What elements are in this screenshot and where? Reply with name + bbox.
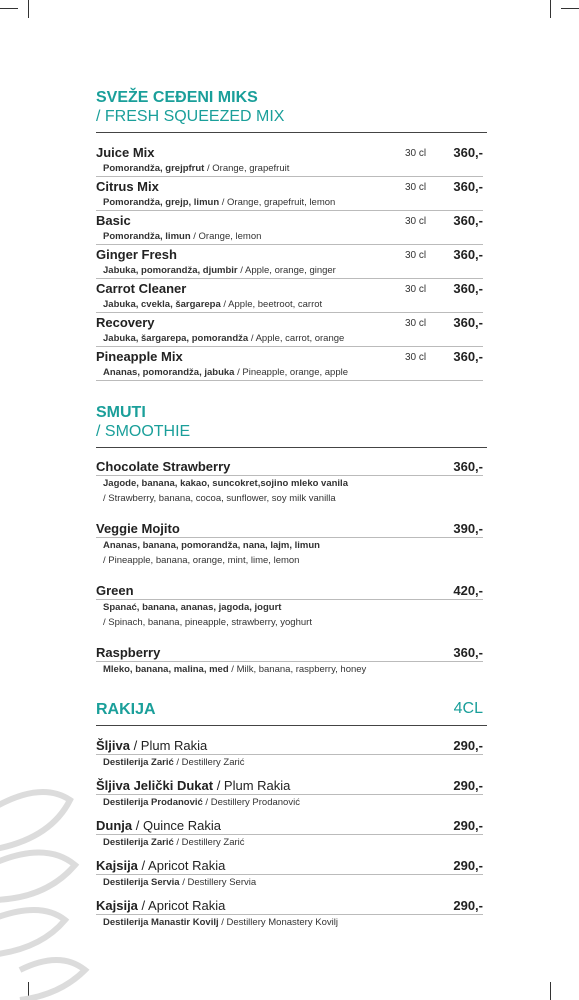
item-underline	[96, 599, 483, 600]
menu-item-description	[103, 265, 336, 276]
item-underline	[96, 244, 483, 245]
description-english: / Apple, beetroot, carrot	[220, 299, 323, 310]
menu-item-name: Basic	[96, 213, 131, 228]
smoothie-section-header	[96, 403, 483, 441]
menu-item-description	[103, 837, 245, 848]
menu-item-description-english: / Strawberry, banana, cocoa, sunflower, soy milk vanilla	[103, 493, 336, 504]
menu-item-description	[103, 877, 256, 888]
description-local: Pomorandža, limun	[103, 231, 191, 242]
item-underline	[96, 278, 483, 279]
name-local: Kajsija	[96, 898, 138, 913]
description-local: Destilerija Zarić	[103, 837, 174, 848]
name-english: / Plum Rakia	[213, 778, 291, 793]
menu-item-price: 390,-	[453, 521, 483, 536]
section-title: SVEŽE CEĐENI MIKS	[96, 89, 258, 106]
item-underline	[96, 834, 483, 835]
menu-item-price: 290,-	[453, 858, 483, 873]
description-local: Destilerija Manastir Kovilj	[103, 917, 219, 928]
item-underline	[96, 312, 483, 313]
menu-item-description-english: / Spinach, banana, pineapple, strawberry, yoghurt	[103, 617, 312, 628]
menu-item-price: 360,-	[453, 213, 483, 228]
menu-item-price: 290,-	[453, 818, 483, 833]
menu-item-name	[96, 778, 290, 793]
description-local: Jabuka, pomorandža, djumbir	[103, 265, 238, 276]
description-english: / Milk, banana, raspberry, honey	[228, 664, 367, 675]
menu-item-price: 360,-	[453, 281, 483, 296]
menu-item-price: 360,-	[453, 145, 483, 160]
rakija-section-header	[96, 700, 483, 719]
description-local: Destilerija Prodanović	[103, 797, 203, 808]
menu-item-name	[96, 898, 225, 913]
item-underline	[96, 176, 483, 177]
menu-item-name	[96, 818, 221, 833]
menu-item-name: Pineapple Mix	[96, 349, 183, 364]
menu-item-price: 290,-	[453, 898, 483, 913]
description-english: / Destillery Servia	[179, 877, 257, 888]
leaf-watermark-icon	[0, 770, 90, 1000]
menu-item-price: 360,-	[453, 179, 483, 194]
menu-item-description	[103, 757, 245, 768]
item-underline	[96, 914, 483, 915]
description-local: Mleko, banana, malina, med	[103, 664, 229, 675]
description-local: Destilerija Servia	[103, 877, 180, 888]
menu-item-price: 360,-	[453, 247, 483, 262]
menu-item-volume: 30 cl	[405, 148, 427, 159]
menu-item-description-local: Spanać, banana, ananas, jagoda, jogurt	[103, 602, 282, 613]
section-title: SMUTI	[96, 404, 146, 421]
crop-mark	[550, 982, 551, 1000]
description-english: / Orange, grapefruit	[204, 163, 290, 174]
menu-item-description	[103, 797, 300, 808]
name-local: Kajsija	[96, 858, 138, 873]
item-underline	[96, 537, 483, 538]
menu-item-volume: 30 cl	[405, 352, 427, 363]
description-local: Destilerija Zarić	[103, 757, 174, 768]
menu-item-price: 290,-	[453, 738, 483, 753]
menu-item-description-local: Jagode, banana, kakao, suncokret,sojino mleko vanila	[103, 478, 348, 489]
menu-item-name: Green	[96, 583, 134, 598]
description-english: / Pineapple, orange, apple	[234, 367, 349, 378]
section-divider	[96, 725, 487, 726]
description-english: / Orange, lemon	[190, 231, 262, 242]
menu-item-name	[96, 858, 225, 873]
menu-item-name: Citrus Mix	[96, 179, 159, 194]
menu-item-name: Carrot Cleaner	[96, 281, 187, 296]
name-local: Dunja	[96, 818, 133, 833]
menu-item-name: Raspberry	[96, 645, 161, 660]
menu-item-volume: 30 cl	[405, 318, 427, 329]
menu-item-volume: 30 cl	[405, 284, 427, 295]
menu-item-price: 360,-	[453, 459, 483, 474]
menu-item-description	[103, 299, 322, 310]
item-underline	[96, 661, 483, 662]
name-english: / Quince Rakia	[132, 818, 221, 833]
name-english: / Apricot Rakia	[137, 898, 226, 913]
menu-item-volume: 30 cl	[405, 216, 427, 227]
description-english: / Apple, orange, ginger	[237, 265, 336, 276]
name-local: Šljiva	[96, 738, 130, 753]
menu-item-description-local: Ananas, banana, pomorandža, nana, lajm, limun	[103, 540, 320, 551]
menu-item-name: Chocolate Strawberry	[96, 459, 231, 474]
item-underline	[96, 475, 483, 476]
item-underline	[96, 346, 483, 347]
section-title: RAKIJA	[96, 701, 156, 718]
item-underline	[96, 874, 483, 875]
item-underline	[96, 210, 483, 211]
section-subtitle: / FRESH SQUEEZED MIX	[96, 108, 285, 125]
description-local: Jabuka, cvekla, šargarepa	[103, 299, 221, 310]
section-divider	[96, 447, 487, 448]
fresh-section-header	[96, 88, 483, 126]
crop-mark	[550, 0, 551, 18]
menu-item-price: 360,-	[453, 315, 483, 330]
menu-item-price: 360,-	[453, 645, 483, 660]
section-subtitle: / SMOOTHIE	[96, 423, 191, 440]
menu-item-description-english: / Pineapple, banana, orange, mint, lime, lemon	[103, 555, 300, 566]
crop-mark	[0, 8, 18, 9]
menu-item-price: 290,-	[453, 778, 483, 793]
description-english: / Orange, grapefruit, lemon	[219, 197, 336, 208]
menu-item-description	[103, 163, 289, 174]
name-english: / Plum Rakia	[129, 738, 208, 753]
menu-item-price: 360,-	[453, 349, 483, 364]
menu-item-name: Veggie Mojito	[96, 521, 180, 536]
item-underline	[96, 754, 483, 755]
item-underline	[96, 794, 483, 795]
rakija-unit-label: 4CL	[453, 700, 483, 717]
description-english: / Destillery Prodanović	[202, 797, 300, 808]
description-local: Jabuka, šargarepa, pomorandža	[103, 333, 249, 344]
menu-item-description	[103, 917, 338, 928]
menu-item-name: Recovery	[96, 315, 155, 330]
menu-item-description	[103, 664, 366, 675]
menu-item-description	[103, 231, 261, 242]
menu-item-name: Ginger Fresh	[96, 247, 177, 262]
name-english: / Apricot Rakia	[137, 858, 226, 873]
description-local: Pomorandža, grejp, limun	[103, 197, 220, 208]
name-local: Šljiva Jelički Dukat	[96, 778, 214, 793]
crop-mark	[28, 0, 29, 18]
menu-item-volume: 30 cl	[405, 250, 427, 261]
description-local: Pomorandža, grejpfrut	[103, 163, 205, 174]
section-divider	[96, 132, 487, 133]
item-underline	[96, 380, 483, 381]
description-english: / Apple, carrot, orange	[248, 333, 345, 344]
menu-item-volume: 30 cl	[405, 182, 427, 193]
crop-mark	[561, 8, 579, 9]
menu-item-description	[103, 333, 344, 344]
description-local: Ananas, pomorandža, jabuka	[103, 367, 235, 378]
description-english: / Destillery Zarić	[173, 837, 245, 848]
description-english: / Destillery Zarić	[173, 757, 245, 768]
menu-item-description	[103, 197, 335, 208]
menu-item-name	[96, 738, 207, 753]
menu-item-name: Juice Mix	[96, 145, 155, 160]
menu-item-description	[103, 367, 348, 378]
menu-item-price: 420,-	[453, 583, 483, 598]
description-english: / Destillery Monastery Kovilj	[218, 917, 338, 928]
